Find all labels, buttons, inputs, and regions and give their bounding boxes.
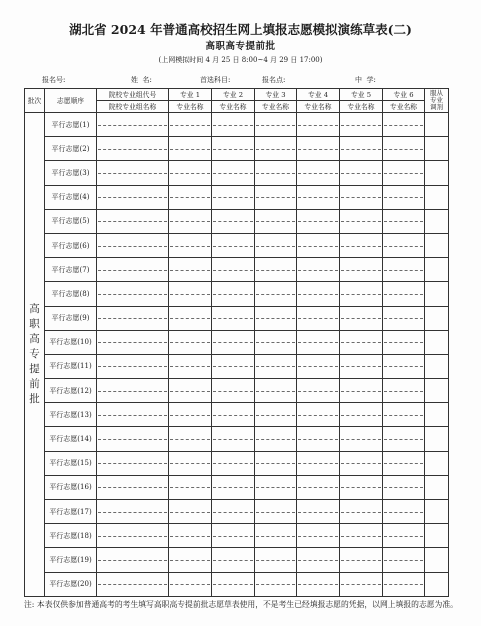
major-6-cell (383, 161, 425, 185)
major-6-cell (383, 209, 425, 233)
header-major-name: 专业名称 (212, 101, 255, 113)
accept-adjustment-cell (425, 500, 449, 524)
table-row (25, 572, 449, 596)
major-6-cell (383, 306, 425, 330)
major-3-cell (255, 500, 297, 524)
major-6-cell (383, 500, 425, 524)
major-6-cell (383, 403, 425, 427)
major-5-cell (340, 451, 383, 475)
major-2-cell (212, 306, 255, 330)
major-2-cell (212, 548, 255, 572)
major-3-cell (255, 354, 297, 378)
accept-adjustment-cell (425, 185, 449, 209)
name-label: 姓 名: (131, 76, 152, 84)
major-6-cell (383, 137, 425, 161)
table-row (25, 475, 449, 499)
college-group-cell (97, 475, 169, 499)
volunteer-order-label: 平行志愿(18) (45, 524, 97, 548)
volunteer-order-label: 平行志愿(4) (45, 185, 97, 209)
volunteer-order-label: 平行志愿(19) (45, 548, 97, 572)
header-college-group-code: 院校专业组代号 (97, 89, 169, 101)
major-3-cell (255, 572, 297, 596)
major-4-cell (297, 209, 340, 233)
major-4-cell (297, 354, 340, 378)
header-major-6: 专业 6 (383, 89, 425, 101)
major-2-cell (212, 475, 255, 499)
major-5-cell (340, 524, 383, 548)
major-6-cell (383, 379, 425, 403)
major-4-cell (297, 500, 340, 524)
major-2-cell (212, 161, 255, 185)
accept-adjustment-cell (425, 524, 449, 548)
major-4-cell (297, 451, 340, 475)
major-3-cell (255, 451, 297, 475)
registration-number-label: 报名号: (42, 76, 66, 84)
major-1-cell (169, 113, 212, 137)
major-2-cell (212, 185, 255, 209)
college-group-cell (97, 233, 169, 257)
major-5-cell (340, 282, 383, 306)
major-5-cell (340, 161, 383, 185)
major-5-cell (340, 354, 383, 378)
college-group-cell (97, 354, 169, 378)
major-3-cell (255, 548, 297, 572)
major-4-cell (297, 572, 340, 596)
major-4-cell (297, 524, 340, 548)
table-row (25, 403, 449, 427)
volunteer-order-label: 平行志愿(13) (45, 403, 97, 427)
major-5-cell (340, 572, 383, 596)
major-4-cell (297, 379, 340, 403)
volunteer-order-label: 平行志愿(8) (45, 282, 97, 306)
major-1-cell (169, 548, 212, 572)
accept-adjustment-cell (425, 451, 449, 475)
college-group-cell (97, 451, 169, 475)
major-1-cell (169, 451, 212, 475)
major-1-cell (169, 306, 212, 330)
accept-adjustment-cell (425, 209, 449, 233)
major-3-cell (255, 185, 297, 209)
table-row (25, 185, 449, 209)
accept-adjustment-cell (425, 548, 449, 572)
major-4-cell (297, 233, 340, 257)
major-6-cell (383, 475, 425, 499)
major-4-cell (297, 330, 340, 354)
major-3-cell (255, 113, 297, 137)
major-4-cell (297, 548, 340, 572)
major-6-cell (383, 572, 425, 596)
table-row (25, 161, 449, 185)
major-2-cell (212, 258, 255, 282)
registration-site-label: 报名点: (262, 76, 286, 84)
college-group-cell (97, 427, 169, 451)
high-school-label: 中 学: (355, 76, 376, 84)
college-group-cell (97, 403, 169, 427)
major-4-cell (297, 137, 340, 161)
major-6-cell (383, 524, 425, 548)
accept-adjustment-cell (425, 354, 449, 378)
table-body (25, 113, 449, 597)
volunteer-order-label: 平行志愿(17) (45, 500, 97, 524)
accept-adjustment-cell (425, 282, 449, 306)
college-group-cell (97, 379, 169, 403)
major-6-cell (383, 258, 425, 282)
major-4-cell (297, 403, 340, 427)
header-major-1: 专业 1 (169, 89, 212, 101)
major-4-cell (297, 306, 340, 330)
simulation-time-note: (上网模拟时间 4 月 25 日 8:00~4 月 29 日 17:00) (158, 56, 323, 64)
major-1-cell (169, 572, 212, 596)
major-3-cell (255, 475, 297, 499)
table-row (25, 548, 449, 572)
major-4-cell (297, 185, 340, 209)
header-major-name: 专业名称 (383, 101, 425, 113)
major-1-cell (169, 258, 212, 282)
volunteer-order-label: 平行志愿(16) (45, 475, 97, 499)
major-3-cell (255, 427, 297, 451)
table-row (25, 209, 449, 233)
college-group-cell (97, 185, 169, 209)
major-6-cell (383, 548, 425, 572)
volunteer-order-label: 平行志愿(15) (45, 451, 97, 475)
major-1-cell (169, 427, 212, 451)
major-2-cell (212, 137, 255, 161)
header-major-name: 专业名称 (297, 101, 340, 113)
table-row (25, 379, 449, 403)
volunteer-order-label: 平行志愿(12) (45, 379, 97, 403)
header-major-name: 专业名称 (169, 101, 212, 113)
college-group-cell (97, 161, 169, 185)
major-1-cell (169, 137, 212, 161)
volunteer-order-label: 平行志愿(6) (45, 233, 97, 257)
college-group-cell (97, 548, 169, 572)
major-3-cell (255, 330, 297, 354)
accept-adjustment-cell (425, 258, 449, 282)
batch-subtitle: 高职高专提前批 (205, 41, 276, 52)
header-college-group-name: 院校专业组名称 (97, 101, 169, 113)
major-6-cell (383, 451, 425, 475)
major-4-cell (297, 258, 340, 282)
table-row (25, 427, 449, 451)
table-row (25, 500, 449, 524)
college-group-cell (97, 330, 169, 354)
major-3-cell (255, 282, 297, 306)
major-1-cell (169, 524, 212, 548)
major-6-cell (383, 113, 425, 137)
volunteer-order-label: 平行志愿(10) (45, 330, 97, 354)
major-2-cell (212, 427, 255, 451)
major-6-cell (383, 427, 425, 451)
major-5-cell (340, 113, 383, 137)
major-5-cell (340, 185, 383, 209)
major-3-cell (255, 161, 297, 185)
header-accept-adjustment (425, 89, 449, 113)
major-1-cell (169, 330, 212, 354)
major-3-cell (255, 258, 297, 282)
volunteer-order-label: 平行志愿(14) (45, 427, 97, 451)
table-row (25, 354, 449, 378)
major-2-cell (212, 524, 255, 548)
table-row (25, 451, 449, 475)
accept-adjustment-cell (425, 306, 449, 330)
college-group-cell (97, 500, 169, 524)
header-accept-adjustment-label: 服从专业调剂 (430, 89, 443, 111)
batch-cell (25, 113, 45, 597)
major-4-cell (297, 113, 340, 137)
volunteer-order-label: 平行志愿(9) (45, 306, 97, 330)
volunteer-order-label: 平行志愿(20) (45, 572, 97, 596)
major-5-cell (340, 500, 383, 524)
volunteer-order-label: 平行志愿(1) (45, 113, 97, 137)
volunteer-draft-table (24, 88, 449, 597)
volunteer-order-label: 平行志愿(5) (45, 209, 97, 233)
college-group-cell (97, 306, 169, 330)
major-6-cell (383, 185, 425, 209)
header-major-4: 专业 4 (297, 89, 340, 101)
major-5-cell (340, 258, 383, 282)
major-1-cell (169, 161, 212, 185)
accept-adjustment-cell (425, 113, 449, 137)
accept-adjustment-cell (425, 137, 449, 161)
major-1-cell (169, 403, 212, 427)
major-2-cell (212, 282, 255, 306)
major-1-cell (169, 500, 212, 524)
major-1-cell (169, 209, 212, 233)
volunteer-order-label: 平行志愿(3) (45, 161, 97, 185)
header-volunteer-order: 志愿顺序 (45, 89, 97, 113)
table-row (25, 524, 449, 548)
accept-adjustment-cell (425, 379, 449, 403)
college-group-cell (97, 113, 169, 137)
table-row (25, 258, 449, 282)
major-5-cell (340, 379, 383, 403)
major-5-cell (340, 403, 383, 427)
volunteer-order-label: 平行志愿(11) (45, 354, 97, 378)
table-row (25, 137, 449, 161)
college-group-cell (97, 209, 169, 233)
header-major-3: 专业 3 (255, 89, 297, 101)
major-3-cell (255, 524, 297, 548)
major-5-cell (340, 548, 383, 572)
college-group-cell (97, 282, 169, 306)
major-5-cell (340, 475, 383, 499)
major-4-cell (297, 161, 340, 185)
table-row (25, 233, 449, 257)
accept-adjustment-cell (425, 572, 449, 596)
major-1-cell (169, 282, 212, 306)
accept-adjustment-cell (425, 161, 449, 185)
table-header (25, 89, 449, 113)
major-2-cell (212, 379, 255, 403)
major-2-cell (212, 354, 255, 378)
table-row (25, 113, 449, 137)
accept-adjustment-cell (425, 330, 449, 354)
accept-adjustment-cell (425, 403, 449, 427)
volunteer-order-label: 平行志愿(2) (45, 137, 97, 161)
major-2-cell (212, 572, 255, 596)
major-5-cell (340, 209, 383, 233)
header-major-2: 专业 2 (212, 89, 255, 101)
major-2-cell (212, 500, 255, 524)
major-1-cell (169, 475, 212, 499)
major-6-cell (383, 354, 425, 378)
major-5-cell (340, 427, 383, 451)
college-group-cell (97, 572, 169, 596)
major-5-cell (340, 306, 383, 330)
accept-adjustment-cell (425, 475, 449, 499)
major-2-cell (212, 403, 255, 427)
header-major-name: 专业名称 (340, 101, 383, 113)
header-major-name: 专业名称 (255, 101, 297, 113)
major-6-cell (383, 330, 425, 354)
college-group-cell (97, 137, 169, 161)
major-3-cell (255, 137, 297, 161)
major-2-cell (212, 113, 255, 137)
major-4-cell (297, 475, 340, 499)
major-1-cell (169, 185, 212, 209)
college-group-cell (97, 258, 169, 282)
major-3-cell (255, 306, 297, 330)
major-6-cell (383, 282, 425, 306)
major-3-cell (255, 233, 297, 257)
preferred-subject-label: 首选科目: (200, 76, 231, 84)
header-major-5: 专业 5 (340, 89, 383, 101)
major-2-cell (212, 233, 255, 257)
major-3-cell (255, 209, 297, 233)
header-batch: 批次 (25, 89, 45, 113)
table-row (25, 306, 449, 330)
table-row (25, 282, 449, 306)
major-2-cell (212, 209, 255, 233)
major-5-cell (340, 330, 383, 354)
major-2-cell (212, 330, 255, 354)
table-row (25, 330, 449, 354)
major-3-cell (255, 403, 297, 427)
major-4-cell (297, 282, 340, 306)
document-title: 湖北省 2024 年普通高校招生网上填报志愿模拟演练草表(二) (69, 22, 412, 37)
major-1-cell (169, 233, 212, 257)
major-1-cell (169, 379, 212, 403)
batch-label: 高职高专提前批 (29, 302, 40, 405)
major-4-cell (297, 427, 340, 451)
college-group-cell (97, 524, 169, 548)
accept-adjustment-cell (425, 427, 449, 451)
header-row-top (25, 89, 449, 101)
volunteer-order-label: 平行志愿(7) (45, 258, 97, 282)
major-5-cell (340, 233, 383, 257)
major-3-cell (255, 379, 297, 403)
major-2-cell (212, 451, 255, 475)
footer-note: 注: 本表仅供参加普通高考的考生填写高职高专提前批志愿草表使用，不是考生已经填报志愿的凭据，以网上填报的志愿为准。 (24, 600, 458, 609)
major-1-cell (169, 354, 212, 378)
major-6-cell (383, 233, 425, 257)
major-5-cell (340, 137, 383, 161)
accept-adjustment-cell (425, 233, 449, 257)
